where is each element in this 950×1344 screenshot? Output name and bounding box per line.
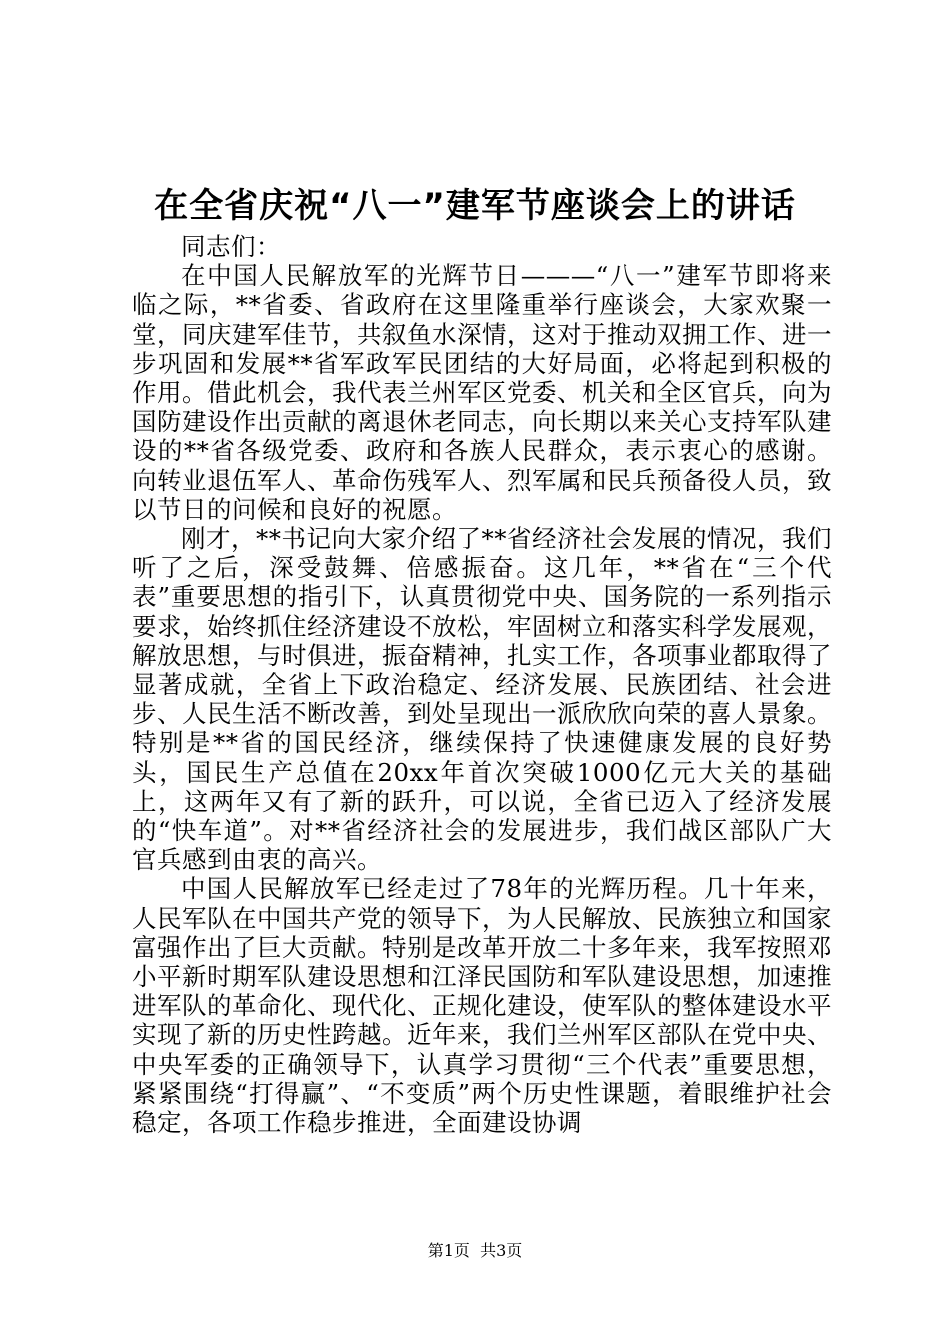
page-number: 第1页 (427, 1241, 470, 1260)
paragraph-2: 刚才，**书记向大家介绍了**省经济社会发展的情况，我们听了之后，深受鼓舞、倍感振奋。这几年，**省在“三个代表”重要思想的指引下，认真贯彻党中央、国务院的一系列指示要求，始终抓住经济建设不放松，牢固树立和落实科学发展观，解放思想，与时俱进，振奋精神，扎实工作，各项事业都取得了显著成就，全省上下政治稳定、经济发展、民族团结、社会进步、人民生活不断改善，到处呈现出一派欣欣向荣的喜人景象。特别是**省的国民经济，继续保持了快速健康发展的良好势头，国民生产总值在20xx年首次突破1000亿元大关的基础上，这两年又有了新的跃升，可以说，全省已迈入了经济发展的“快车道”。对**省经济社会的发展进步，我们战区部队广大官兵感到由衷的高兴。 (132, 524, 832, 875)
document-body (132, 232, 832, 1137)
paragraph-1: 在中国人民解放军的光辉节日———“八一”建军节即将来临之际，**省委、省政府在这里隆重举行座谈会，大家欢聚一堂，同庆建军佳节，共叙鱼水深情，这对于推动双拥工作、进一步巩固和发展**省军政军民团结的大好局面，必将起到积极的作用。借此机会，我代表兰州军区党委、机关和全区官兵，向为国防建设作出贡献的离退休老同志，向长期以来关心支持军队建设的**省各级党委、政府和各族人民群众，表示衷心的感谢。向转业退伍军人、革命伤残军人、烈军属和民兵预备役人员，致以节日的问候和良好的祝愿。 (132, 261, 832, 524)
paragraph-3: 中国人民解放军已经走过了78年的光辉历程。几十年来，人民军队在中国共产党的领导下，为人民解放、民族独立和国家富强作出了巨大贡献。特别是改革开放二十多年来，我军按照邓小平新时期军队建设思想和江泽民国防和军队建设思想，加速推进军队的革命化、现代化、正规化建设，使军队的整体建设水平实现了新的历史性跨越。近年来，我们兰州军区部队在党中央、中央军委的正确领导下，认真学习贯彻“三个代表”重要思想，紧紧围绕“打得赢”、“不变质”两个历史性课题，着眼维护社会稳定，各项工作稳步推进，全面建设协调 (132, 874, 832, 1138)
salutation: 同志们： (181, 232, 281, 261)
total-pages: 共3页 (480, 1241, 523, 1260)
page-footer (0, 1240, 950, 1262)
document-title: 在全省庆祝“八一”建军节座谈会上的讲话 (154, 186, 796, 226)
